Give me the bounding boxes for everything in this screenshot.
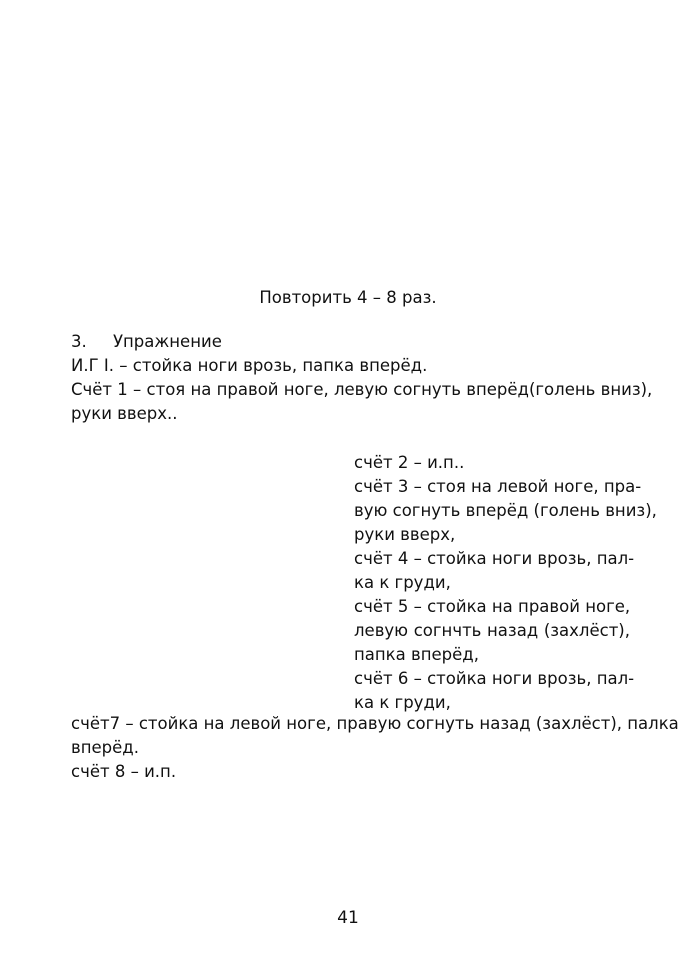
column-line: вую согнуть вперёд (голень вниз), — [354, 501, 657, 520]
column-line: счёт 4 – стойка ноги врозь, пал- — [354, 549, 635, 568]
column-line: счёт 6 – стойка ноги врозь, пал- — [354, 669, 635, 688]
count-7-line-2: вперёд. — [71, 738, 139, 757]
start-position: И.Г I. – стойка ноги врозь, папка вперёд. — [71, 356, 428, 375]
column-line: счёт 3 – стоя на левой ноге, пра- — [354, 477, 642, 496]
count-7-line-1: счёт7 – стойка на левой ноге, правую согнуть назад (захлёст), палка — [71, 714, 679, 733]
count-1-line-2: руки вверх.. — [71, 404, 178, 423]
column-line: счёт 2 – и.п.. — [354, 453, 465, 472]
column-line: левую согнчть назад (захлёст), — [354, 621, 630, 640]
count-8-line: счёт 8 – и.п. — [71, 762, 177, 781]
column-line: папка вперёд, — [354, 645, 479, 664]
column-line: ка к груди, — [354, 693, 451, 712]
column-line: ка к груди, — [354, 573, 451, 592]
column-line: руки вверх, — [354, 525, 456, 544]
column-line: счёт 5 – стойка на правой ноге, — [354, 597, 631, 616]
page-number: 41 — [337, 908, 359, 928]
count-1-line-1: Счёт 1 – стоя на правой ноге, левую согнуть вперёд(голень вниз), — [71, 380, 653, 399]
repeat-instruction: Повторить 4 – 8 раз. — [259, 288, 437, 307]
exercise-heading: 3. Упражнение — [71, 332, 222, 351]
